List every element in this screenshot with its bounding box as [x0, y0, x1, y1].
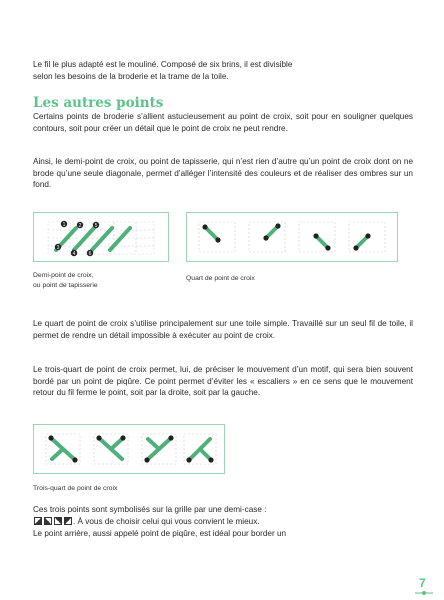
- figure-half-cross-stitch: [33, 212, 169, 262]
- intro-line-1: Le fil le plus adapté est le mouliné. Composé de six brins, il est divisible: [33, 60, 293, 69]
- half-square-symbol-3-icon: [54, 517, 62, 525]
- step-markers: [55, 221, 99, 257]
- three-quarter-cross-stitch-diagram: [34, 425, 224, 473]
- step-markers: [202, 223, 370, 250]
- svg-text:5: 5: [94, 222, 98, 229]
- half-cross-stitch-diagram: [34, 213, 168, 261]
- page-number-ornament: [415, 590, 433, 596]
- section-heading: Les autres points: [33, 95, 164, 111]
- paragraph-5-line-1: Ces trois points sont symbolisés sur la grille par une demi-case :: [33, 505, 267, 514]
- half-square-symbol-2-icon: [44, 517, 52, 525]
- intro-line-2: selon les besoins de la broderie et la trame de la toile.: [33, 72, 229, 81]
- figure-quarter-cross-stitch: [186, 212, 398, 262]
- paragraph-5-line-2: [33, 516, 413, 528]
- step-markers: [48, 435, 213, 462]
- half-square-symbol-1-icon: [34, 517, 42, 525]
- three-quarter-stitches: [52, 439, 210, 459]
- quarter-cross-stitch-diagram: [187, 213, 397, 261]
- half-square-symbol-4-icon: [64, 517, 72, 525]
- paragraph-3: Le quart de point de croix s’utilise principalement sur une toile simple. Travaillé sur un seul fil de toile, il permet de rendre un détail impossible à exécuter au point de croix.: [33, 319, 413, 340]
- paragraph-2: Ainsi, le demi-point de croix, ou point de tapisserie, qui n’est rien d’autre qu’un point de croix dont on ne brode qu’une seule diagonale, permet d’alléger l’intensité des couleurs et de réaliser des ombres sur un fond.: [33, 157, 413, 190]
- svg-text:3: 3: [56, 244, 60, 251]
- svg-text:4: 4: [72, 250, 76, 257]
- figure-3-caption: Trois-quart de point de croix: [33, 485, 118, 492]
- figure-three-quarter-cross-stitch: [33, 424, 225, 474]
- page-number: 7: [419, 576, 426, 590]
- figure-1-caption-line-2: ou point de tapisserie: [33, 282, 98, 289]
- svg-text:2: 2: [78, 222, 82, 229]
- svg-text:1: 1: [62, 221, 66, 228]
- paragraph-5-line-2-text: . À vous de choisir celui qui vous convient le mieux.: [73, 517, 260, 526]
- paragraph-1: Certains points de broderie s’allient astucieusement au point de croix, soit pour en souligner quelques contours, soit pour créer un détail que le point de croix ne peut rendre.: [33, 112, 413, 133]
- svg-text:6: 6: [88, 250, 92, 257]
- quarter-stitches: [207, 227, 367, 247]
- half-stitches: [56, 228, 130, 250]
- paragraph-4: Le trois-quart de point de croix permet, lui, de préciser le mouvement d’un motif, qui sera bien souvent bordé par un point de piqûre. Ce point permet d’éviter les « escaliers » en ce sens que le mouvement retour du fil ferme le point, soit par la droite, soit par la gauche.: [33, 365, 413, 398]
- paragraph-5-line-3: Le point arrière, aussi appelé point de piqûre, est idéal pour border un: [33, 529, 287, 538]
- figure-1-caption-line-1: Demi-point de croix,: [33, 272, 94, 279]
- figure-2-caption: Quart de point de croix: [186, 275, 255, 282]
